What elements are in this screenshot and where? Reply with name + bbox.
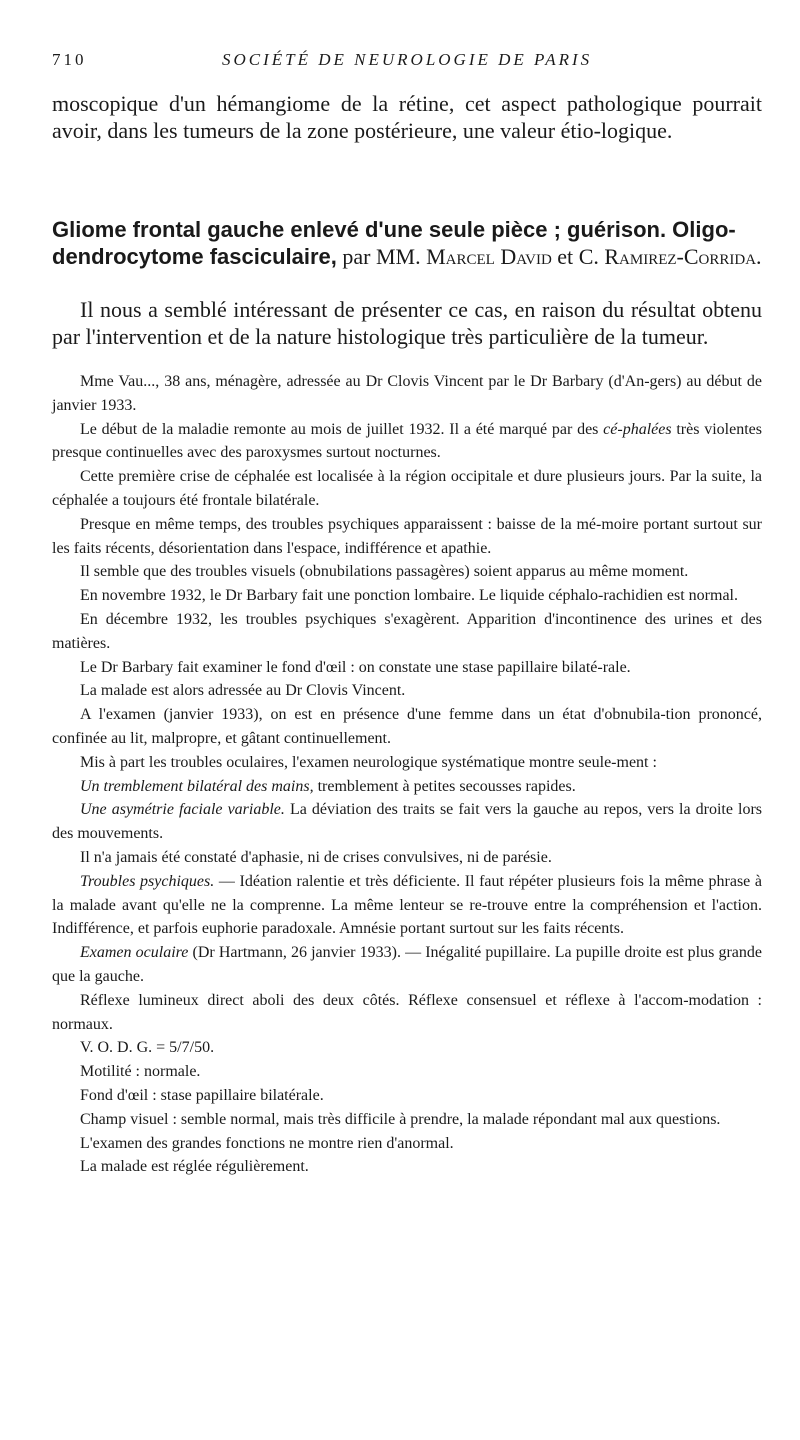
italic-run: cé-phalées [603,420,672,438]
body-paragraph: A l'examen (janvier 1933), on est en présence d'une femme dans un état d'obnubila-tion prononcé, confinée au lit, malpropre, et gâtant continuellement. [52,706,762,747]
body-paragraph: Cette première crise de céphalée est localisée à la région occipitale et dure plusieurs jours. Par la suite, la céphalée a toujours été frontale bilatérale. [52,468,762,509]
body-paragraph: V. O. D. G. = 5/7/50. [80,1039,215,1057]
page-number: 710 [52,50,87,69]
body-paragraph: En décembre 1932, les troubles psychiques s'exagèrent. Apparition d'incontinence des urines et des matières. [52,610,762,652]
italic-run: Une asymétrie faciale variable. [80,801,285,819]
text-run: (Dr Hartmann, 26 janvier 1933). — Inégalité pupillaire. La pupille droite est plus grande que la gauche. [52,944,762,985]
article-author-2: C. Ramirez-Corrida. [578,244,762,269]
body-paragraph: Il semble que des troubles visuels (obnubilations passagères) soient apparus au même moment. [80,563,689,581]
body-paragraph [52,941,762,989]
body-paragraph: Il n'a jamais été constaté d'aphasie, ni de crises convulsives, ni de parésie. [80,848,552,866]
body-paragraph: Mme Vau..., 38 ans, ménagère, adressée au Dr Clovis Vincent par le Dr Barbary (d'An-gers) au début de janvier 1933. [52,373,762,414]
body-paragraph [52,870,762,941]
body-paragraph: La malade est alors adressée au Dr Clovis Vincent. [80,682,406,700]
body-paragraph [52,418,762,466]
italic-run: Un tremblement bilatéral des mains, [80,777,314,795]
article-heading [52,216,762,270]
text-run: tremblement à petites secousses rapides. [313,777,576,795]
body-paragraph: Fond d'œil : stase papillaire bilatérale. [80,1086,324,1104]
article-et: et [557,244,574,269]
case-report [52,370,762,1179]
text-run: La déviation des traits se fait vers la gauche au repos, vers la droite lors des mouvements. [52,801,763,843]
text-run: — Idéation ralentie et très déficiente. Il faut répéter plusieurs fois la même phrase à la malade avant qu'elle ne la comprenne. La même lenteur se re-trouve entre la compréhension et l'action. Indifférence, et parfois euphorie paradoxale. Amnésie portant surtout sur les faits récents. [52,872,763,938]
text-run: très violentes presque continuelles avec des paroxysmes surtout nocturnes. [52,420,762,462]
body-paragraph: La malade est réglée régulièrement. [80,1158,309,1176]
article-title: Gliome frontal gauche enlevé d'une seule pièce ; guérison. Oligo-dendrocytome fasciculaire, [52,217,736,269]
body-paragraph [52,775,762,799]
article-par: par MM. [342,244,421,269]
italic-run: Examen oculaire [80,944,189,962]
body-paragraph: En novembre 1932, le Dr Barbary fait une ponction lombaire. Le liquide céphalo-rachidien est normal. [80,587,738,605]
lead-paragraph: Il nous a semblé intéressant de présenter ce cas, en raison du résultat obtenu par l'intervention et de la nature histologique très particulière de la tumeur. [52,297,762,349]
body-paragraph: Réflexe lumineux direct aboli des deux côtés. Réflexe consensuel et réflexe à l'accom-modation : normaux. [52,991,762,1033]
intro-paragraph: moscopique d'un hémangiome de la rétine, cet aspect pathologique pourrait avoir, dans les tumeurs de la zone postérieure, une valeur étio-logique. [52,91,762,143]
italic-run: Troubles psychiques. [80,872,215,890]
text-run: Le début de la maladie remonte au mois de juillet 1932. Il a été marqué par des [80,420,604,438]
body-paragraph [52,798,762,846]
body-paragraph: Motilité : normale. [80,1063,201,1081]
body-paragraph: Mis à part les troubles oculaires, l'examen neurologique systématique montre seule-ment : [80,753,657,771]
running-title: SOCIÉTÉ DE NEUROLOGIE DE PARIS [222,50,593,69]
body-paragraph: L'examen des grandes fonctions ne montre rien d'anormal. [80,1134,454,1152]
body-paragraph: Presque en même temps, des troubles psychiques apparaissent : baisse de la mé-moire portant surtout sur les faits récents, désorientation dans l'espace, indifférence et apathie. [52,515,762,557]
running-head [52,50,762,74]
article-author-1: Marcel David [426,244,552,269]
body-paragraph: Le Dr Barbary fait examiner le fond d'œil : on constate une stase papillaire bilaté-rale. [80,658,631,676]
body-paragraph: Champ visuel : semble normal, mais très difficile à prendre, la malade répondant mal aux questions. [80,1110,721,1128]
